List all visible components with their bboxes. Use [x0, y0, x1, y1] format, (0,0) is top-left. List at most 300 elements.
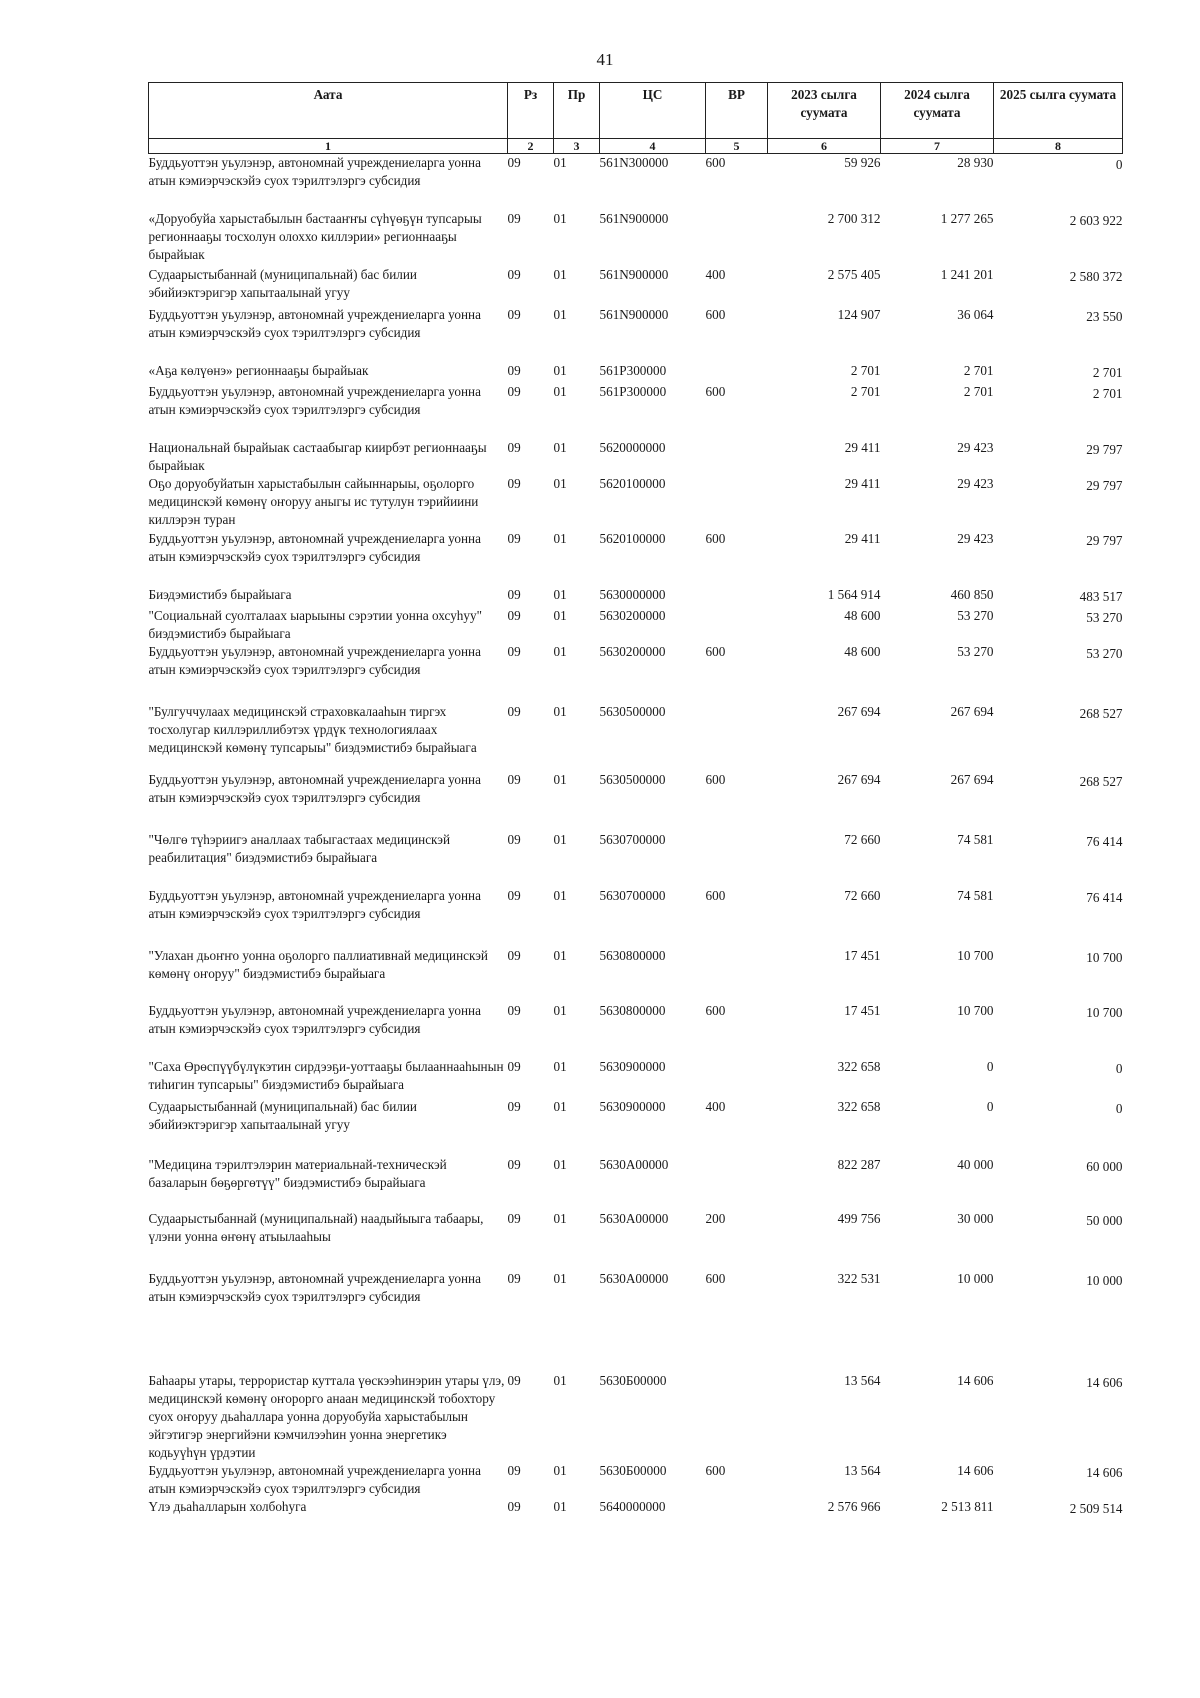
cell-cs	[600, 887, 706, 947]
cell-y2024	[881, 887, 994, 947]
header-vr: ВР	[706, 83, 768, 139]
cell-name-text: "Улахан дьоҥҥо уонна оҕолорго паллиативнай медицинскэй көмөнү оҥоруу" биэдэмистибэ бырайыага	[148, 947, 488, 981]
cell-rz	[508, 210, 554, 266]
cell-y2024-text: 1 241 201	[940, 266, 994, 282]
cell-vr	[706, 439, 768, 475]
cell-cs-text: 5630Б00000	[599, 1372, 667, 1388]
cell-name	[149, 1270, 508, 1372]
cell-y2025	[994, 530, 1123, 586]
cell-y2024-text: 10 000	[957, 1270, 994, 1286]
cell-cs	[600, 475, 706, 530]
budget-table	[148, 82, 1123, 1538]
cell-cs-text: 5620000000	[599, 439, 666, 455]
cell-y2023	[768, 1002, 881, 1058]
cell-y2025-text: 23 550	[1086, 308, 1123, 324]
cell-y2025	[994, 1372, 1123, 1462]
cell-y2024-text: 14 606	[957, 1372, 994, 1388]
cell-vr	[706, 1462, 768, 1498]
cell-y2023-text: 2 700 312	[827, 210, 881, 226]
cell-y2024	[881, 210, 994, 266]
cell-y2023	[768, 306, 881, 362]
cell-rz-text: 09	[507, 155, 521, 170]
cell-rz	[508, 1498, 554, 1538]
cell-rz-text: 09	[507, 643, 521, 659]
cell-pr	[554, 1498, 600, 1538]
cell-vr	[706, 703, 768, 771]
cell-pr-text: 01	[553, 210, 567, 226]
cell-y2025-text: 2 509 514	[1069, 1500, 1123, 1516]
column-number: 7	[881, 139, 994, 154]
cell-rz-text: 09	[507, 530, 521, 546]
cell-y2023	[768, 887, 881, 947]
cell-y2024	[881, 1098, 994, 1156]
cell-rz	[508, 831, 554, 887]
cell-y2023	[768, 1498, 881, 1538]
cell-cs-text: 561P300000	[599, 362, 667, 378]
table-row	[149, 771, 1123, 831]
cell-y2023	[768, 266, 881, 306]
cell-cs	[600, 154, 706, 210]
cell-name-text: Буддьуоттэн уьулэнэр, автономнай учреждениеларга уонна атын кэмиэрчэскэйэ суох тэрилтэлэргэ субсидия	[148, 771, 481, 805]
cell-pr-text: 01	[553, 771, 567, 787]
page-number: 41	[596, 50, 614, 69]
cell-cs-text: 561N900000	[599, 210, 669, 226]
cell-y2025-text: 29 797	[1086, 477, 1123, 493]
cell-name	[149, 586, 508, 607]
cell-rz-text: 09	[507, 1462, 521, 1478]
cell-vr	[706, 1098, 768, 1156]
cell-y2024-text: 28 930	[957, 155, 994, 170]
cell-pr	[554, 947, 600, 1002]
cell-rz-text: 09	[507, 210, 521, 226]
cell-name	[149, 1098, 508, 1156]
cell-rz-text: 09	[507, 306, 521, 322]
cell-y2024-text: 40 000	[957, 1156, 994, 1172]
cell-y2025	[994, 439, 1123, 475]
cell-vr	[706, 306, 768, 362]
cell-y2023	[768, 1462, 881, 1498]
cell-rz	[508, 362, 554, 383]
cell-pr-text: 01	[553, 1156, 567, 1172]
cell-cs-text: 561P300000	[599, 383, 667, 399]
cell-y2023	[768, 362, 881, 383]
cell-cs	[600, 266, 706, 306]
cell-name	[149, 1058, 508, 1098]
cell-name	[149, 1210, 508, 1270]
cell-y2023-text: 322 658	[837, 1098, 881, 1114]
cell-rz	[508, 1210, 554, 1270]
cell-name	[149, 1156, 508, 1210]
cell-vr-text: 400	[705, 1098, 726, 1114]
cell-y2023-text: 59 926	[844, 155, 881, 170]
cell-rz-text: 09	[507, 1498, 521, 1514]
cell-cs-text: 5630900000	[599, 1098, 666, 1114]
table-row	[149, 1210, 1123, 1270]
cell-cs-text: 5640000000	[599, 1498, 666, 1514]
table-row	[149, 1462, 1123, 1498]
cell-y2025-text: 10 700	[1086, 949, 1123, 965]
cell-pr-text: 01	[553, 607, 567, 623]
cell-cs-text: 561N900000	[599, 266, 669, 282]
cell-y2025	[994, 643, 1123, 703]
table-row	[149, 439, 1123, 475]
table-row	[149, 530, 1123, 586]
cell-cs	[600, 1462, 706, 1498]
cell-name	[149, 607, 508, 643]
cell-name-text: Баһаары утары, террористар куттала үөскээһинэрин утары үлэ, медицинскэй көмөнү оҥорорго анаан медицинскэй тобохтору суох оҥоруу дьаһаллара уонна доруобуйа харыстабылын эйгэтигэр энергийэни кэмчилээһин уонна энергетикэ кодьуүһүн үрдэтии	[148, 1372, 505, 1460]
cell-y2023	[768, 1210, 881, 1270]
cell-pr	[554, 1156, 600, 1210]
cell-pr-text: 01	[553, 1002, 567, 1018]
cell-y2025-text: 0	[1115, 157, 1123, 172]
cell-rz-text: 09	[507, 947, 521, 963]
cell-name-text: Судаарыстыбаннай (муниципальнай) бас билии эбийиэктэригэр хапытаалынай угуу	[148, 1098, 417, 1132]
table-row	[149, 1098, 1123, 1156]
cell-y2024-text: 0	[986, 1098, 994, 1114]
cell-y2024-text: 29 423	[957, 530, 994, 546]
cell-y2025-text: 76 414	[1086, 833, 1123, 849]
cell-rz	[508, 383, 554, 439]
cell-y2023-text: 822 287	[837, 1156, 881, 1172]
cell-y2024	[881, 1002, 994, 1058]
cell-vr-text: 600	[705, 155, 726, 170]
cell-pr	[554, 1372, 600, 1462]
cell-vr-text: 200	[705, 1210, 726, 1226]
cell-cs-text: 5630200000	[599, 607, 666, 623]
cell-pr-text: 01	[553, 1058, 567, 1074]
cell-y2023-text: 267 694	[837, 703, 881, 719]
cell-vr	[706, 771, 768, 831]
cell-vr	[706, 1498, 768, 1538]
cell-cs	[600, 1058, 706, 1098]
header-name: Аата	[149, 83, 508, 139]
header-pr: Пр	[554, 83, 600, 139]
cell-rz	[508, 586, 554, 607]
cell-y2024-text: 14 606	[957, 1462, 994, 1478]
cell-y2023-text: 499 756	[837, 1210, 881, 1226]
cell-name-text: Оҕо доруобуйатын харыстабылын сайыннарыы, оҕолорго медицинскэй көмөнү оҥоруу аныгы ис тутулун тэрийиини киллэрэн туран	[148, 475, 479, 527]
cell-name-text: «Доруобуйа харыстабылын бастааҥҥы сүһүөҕүн тупсарыы регионнааҕы тосхолун олоххо киллэрии» регионнааҕы бырайыак	[148, 210, 482, 262]
cell-y2023	[768, 947, 881, 1002]
cell-y2024	[881, 1498, 994, 1538]
cell-y2023	[768, 607, 881, 643]
cell-rz-text: 09	[507, 703, 521, 719]
column-number: 5	[706, 139, 768, 154]
cell-rz-text: 09	[507, 1372, 521, 1388]
cell-y2024	[881, 306, 994, 362]
cell-name	[149, 439, 508, 475]
cell-name-text: "Булгуччулаах медицинскэй страховкалааһын тиргэх тосхолугар киллэриллибэтэх үрдүк технологиялаах медицинскэй көмөнү тупсарыы" биэдэмистибэ бырайыага	[148, 703, 477, 755]
cell-y2024-text: 1 277 265	[940, 210, 994, 226]
cell-y2025	[994, 771, 1123, 831]
cell-y2024-text: 2 513 811	[941, 1498, 994, 1514]
cell-name	[149, 530, 508, 586]
cell-pr	[554, 703, 600, 771]
cell-rz-text: 09	[507, 475, 521, 491]
table-row	[149, 586, 1123, 607]
cell-rz	[508, 266, 554, 306]
cell-y2025	[994, 1210, 1123, 1270]
cell-pr-text: 01	[553, 475, 567, 491]
cell-pr-text: 01	[553, 383, 567, 399]
cell-pr	[554, 362, 600, 383]
cell-rz-text: 09	[507, 1098, 521, 1114]
cell-rz-text: 09	[507, 1210, 521, 1226]
cell-vr-text: 600	[705, 306, 726, 322]
cell-cs-text: 5630500000	[599, 703, 666, 719]
cell-rz-text: 09	[507, 362, 521, 378]
column-number: 3	[554, 139, 600, 154]
cell-name	[149, 306, 508, 362]
cell-cs	[600, 831, 706, 887]
cell-rz-text: 09	[507, 1156, 521, 1172]
cell-name-text: Буддьуоттэн уьулэнэр, автономнай учреждениеларга уонна атын кэмиэрчэскэйэ суох тэрилтэлэргэ субсидия	[148, 155, 481, 188]
cell-pr-text: 01	[553, 1270, 567, 1286]
cell-cs	[600, 1002, 706, 1058]
cell-y2023	[768, 831, 881, 887]
cell-name-text: Буддьуоттэн уьулэнэр, автономнай учреждениеларга уонна атын кэмиэрчэскэйэ суох тэрилтэлэргэ субсидия	[148, 643, 481, 677]
cell-name-text: Буддьуоттэн уьулэнэр, автономнай учреждениеларга уонна атын кэмиэрчэскэйэ суох тэрилтэлэргэ субсидия	[148, 530, 481, 564]
cell-cs-text: 5630А00000	[599, 1270, 669, 1286]
cell-rz	[508, 1372, 554, 1462]
cell-y2025	[994, 362, 1123, 383]
cell-cs	[600, 1270, 706, 1372]
cell-pr-text: 01	[553, 530, 567, 546]
header-2024: 2024 сылга суумата	[881, 83, 994, 139]
cell-pr	[554, 887, 600, 947]
cell-y2025-text: 29 797	[1086, 532, 1123, 548]
cell-pr	[554, 643, 600, 703]
cell-y2023	[768, 154, 881, 210]
cell-y2025-text: 268 527	[1079, 705, 1123, 721]
cell-vr	[706, 383, 768, 439]
cell-vr-text: 600	[705, 1462, 726, 1478]
cell-y2023-text: 72 660	[844, 831, 881, 847]
table-row	[149, 362, 1123, 383]
cell-name-text: Национальнай бырайыак састаабыгар киирбэт регионнааҕы бырайыак	[148, 439, 487, 473]
table-row	[149, 266, 1123, 306]
cell-vr	[706, 607, 768, 643]
table-row	[149, 703, 1123, 771]
cell-rz	[508, 1156, 554, 1210]
cell-y2025-text: 14 606	[1086, 1374, 1123, 1390]
cell-y2024-text: 29 423	[957, 475, 994, 491]
cell-pr	[554, 475, 600, 530]
cell-vr	[706, 1156, 768, 1210]
cell-rz	[508, 530, 554, 586]
cell-name	[149, 383, 508, 439]
cell-y2023-text: 2 575 405	[827, 266, 881, 282]
cell-rz	[508, 154, 554, 210]
cell-cs	[600, 703, 706, 771]
cell-vr	[706, 210, 768, 266]
cell-rz-text: 09	[507, 1058, 521, 1074]
cell-y2025	[994, 947, 1123, 1002]
cell-y2024	[881, 439, 994, 475]
table-row	[149, 210, 1123, 266]
cell-y2024	[881, 475, 994, 530]
cell-cs-text: 5630900000	[599, 1058, 666, 1074]
cell-cs	[600, 643, 706, 703]
cell-y2023-text: 13 564	[844, 1372, 881, 1388]
cell-cs	[600, 947, 706, 1002]
cell-vr	[706, 475, 768, 530]
cell-rz	[508, 947, 554, 1002]
cell-rz-text: 09	[507, 266, 521, 282]
header-rz: Рз	[508, 83, 554, 139]
cell-cs	[600, 210, 706, 266]
table-row	[149, 1498, 1123, 1538]
cell-pr	[554, 306, 600, 362]
cell-pr-text: 01	[553, 831, 567, 847]
cell-name-text: "Социальнай суолталаах ыарыыны сэрэтии уонна охсуһуу" биэдэмистибэ бырайыага	[148, 607, 482, 641]
cell-pr	[554, 771, 600, 831]
table-row	[149, 1270, 1123, 1372]
cell-y2025	[994, 1098, 1123, 1156]
cell-pr-text: 01	[553, 306, 567, 322]
cell-y2025	[994, 475, 1123, 530]
cell-name	[149, 831, 508, 887]
cell-y2024-text: 10 700	[957, 1002, 994, 1018]
cell-cs-text: 5630А00000	[599, 1156, 669, 1172]
cell-rz	[508, 1098, 554, 1156]
cell-y2025	[994, 831, 1123, 887]
header-row	[149, 83, 1123, 139]
cell-vr	[706, 1058, 768, 1098]
cell-name	[149, 1372, 508, 1462]
cell-cs-text: 561N300000	[599, 155, 669, 170]
cell-y2024	[881, 154, 994, 210]
cell-name-text: Биэдэмистибэ бырайыага	[148, 586, 292, 602]
cell-y2023-text: 48 600	[844, 643, 881, 659]
cell-rz-text: 09	[507, 831, 521, 847]
cell-pr-text: 01	[553, 703, 567, 719]
cell-cs	[600, 586, 706, 607]
table-row	[149, 887, 1123, 947]
cell-rz-text: 09	[507, 383, 521, 399]
cell-y2025-text: 268 527	[1079, 773, 1123, 789]
cell-pr	[554, 1210, 600, 1270]
cell-pr-text: 01	[553, 947, 567, 963]
table-row	[149, 1058, 1123, 1098]
table-row	[149, 1002, 1123, 1058]
cell-rz	[508, 439, 554, 475]
cell-cs-text: 561N900000	[599, 306, 669, 322]
cell-y2023-text: 2 701	[850, 383, 881, 399]
column-number: 2	[508, 139, 554, 154]
cell-cs-text: 5630700000	[599, 887, 666, 903]
cell-y2025	[994, 1058, 1123, 1098]
cell-rz	[508, 643, 554, 703]
table-row	[149, 1372, 1123, 1462]
cell-y2024-text: 0	[986, 1058, 994, 1074]
cell-y2025-text: 14 606	[1086, 1464, 1123, 1480]
cell-y2025	[994, 154, 1123, 210]
cell-y2024-text: 53 270	[957, 607, 994, 623]
cell-vr	[706, 266, 768, 306]
cell-name	[149, 1462, 508, 1498]
cell-pr	[554, 1058, 600, 1098]
cell-vr	[706, 947, 768, 1002]
cell-y2023	[768, 1156, 881, 1210]
cell-name	[149, 703, 508, 771]
cell-vr-text: 600	[705, 887, 726, 903]
cell-y2024	[881, 1462, 994, 1498]
cell-pr	[554, 831, 600, 887]
cell-vr	[706, 530, 768, 586]
cell-y2024	[881, 586, 994, 607]
cell-rz	[508, 887, 554, 947]
header-2023: 2023 сылга суумата	[768, 83, 881, 139]
cell-vr	[706, 1002, 768, 1058]
cell-rz	[508, 306, 554, 362]
cell-y2024-text: 74 581	[957, 831, 994, 847]
table-row	[149, 154, 1123, 210]
table-row	[149, 831, 1123, 887]
cell-y2025	[994, 1498, 1123, 1538]
cell-vr-text: 400	[705, 266, 726, 282]
cell-cs	[600, 1156, 706, 1210]
cell-y2023-text: 72 660	[844, 887, 881, 903]
cell-name-text: Үлэ дьаһалларын холбоһуга	[148, 1498, 307, 1514]
cell-vr	[706, 643, 768, 703]
cell-y2023	[768, 1098, 881, 1156]
cell-name-text: "Саха Өрөспүүбүлүкэтин сирдээҕи-уоттааҕы былааннааһынын тиһигин тупсарыы" биэдэмистибэ бырайыага	[148, 1058, 504, 1092]
cell-cs-text: 5620100000	[599, 530, 666, 546]
cell-pr-text: 01	[553, 266, 567, 282]
cell-rz-text: 09	[507, 607, 521, 623]
cell-y2025	[994, 607, 1123, 643]
cell-pr	[554, 1098, 600, 1156]
cell-pr	[554, 154, 600, 210]
cell-cs	[600, 1372, 706, 1462]
cell-rz-text: 09	[507, 1270, 521, 1286]
cell-pr-text: 01	[553, 887, 567, 903]
cell-y2023-text: 29 411	[844, 475, 881, 491]
cell-y2024	[881, 1270, 994, 1372]
cell-y2025-text: 2 701	[1092, 385, 1123, 401]
cell-y2025-text: 50 000	[1086, 1212, 1123, 1228]
cell-y2023	[768, 1270, 881, 1372]
cell-pr	[554, 607, 600, 643]
cell-y2023	[768, 439, 881, 475]
cell-y2024	[881, 643, 994, 703]
cell-rz	[508, 1462, 554, 1498]
cell-pr	[554, 383, 600, 439]
cell-y2024	[881, 771, 994, 831]
cell-y2023	[768, 703, 881, 771]
cell-y2023	[768, 586, 881, 607]
cell-name-text: Судаарыстыбаннай (муниципальнай) наадыйыыга табаары, үлэни уонна өҥөнү атыылааһыы	[148, 1210, 484, 1244]
table-row	[149, 306, 1123, 362]
cell-y2024-text: 36 064	[957, 306, 994, 322]
cell-y2023-text: 1 564 914	[827, 586, 881, 602]
cell-y2025-text: 0	[1115, 1060, 1123, 1076]
cell-pr	[554, 210, 600, 266]
cell-pr-text: 01	[553, 1372, 567, 1388]
cell-y2023-text: 2 576 966	[827, 1498, 881, 1514]
cell-y2025-text: 76 414	[1086, 889, 1123, 905]
cell-rz	[508, 771, 554, 831]
column-number: 8	[994, 139, 1123, 154]
cell-y2024-text: 29 423	[957, 439, 994, 455]
cell-pr	[554, 439, 600, 475]
cell-rz-text: 09	[507, 439, 521, 455]
cell-cs	[600, 362, 706, 383]
cell-y2024	[881, 703, 994, 771]
cell-y2023-text: 17 451	[844, 1002, 881, 1018]
cell-y2023	[768, 475, 881, 530]
